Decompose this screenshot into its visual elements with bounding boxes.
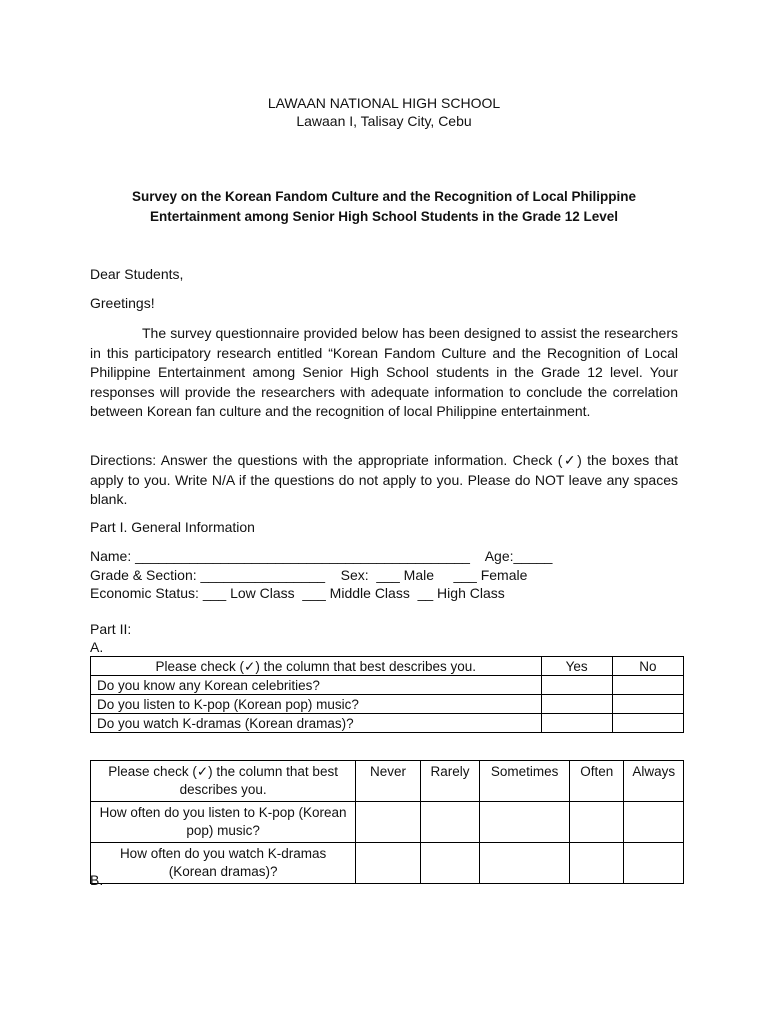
column-header-no: No [612, 657, 683, 676]
intro-paragraph: The survey questionnaire provided below has been designed to assist the researchers in this participatory research entitled “Korean Fandom Culture and the Recognition of Local Philippine Entertainment among Senior High School students in the Grade 12 level. Your responses will provide the researchers with adequate information to conclude the correlation between Korean fan culture and the recognition of local Philippine entertainment. [90, 325, 678, 419]
salutation: Dear Students, [90, 266, 184, 282]
table-header-row [91, 657, 684, 676]
column-header-often: Often [570, 761, 624, 802]
directions-paragraph: Directions: Answer the questions with the appropriate information. Check (✓) the boxes that apply to you. Write N/A if the questions do not apply to you. Please do NOT leave any spaces blank. [90, 452, 678, 507]
no-checkbox-cell[interactable] [612, 714, 683, 733]
sometimes-checkbox-cell[interactable] [480, 802, 570, 843]
question-cell: How often do you listen to K-pop (Korean pop) music? [91, 802, 356, 843]
column-header-rarely: Rarely [420, 761, 480, 802]
survey-title-line-1: Survey on the Korean Fandom Culture and the Recognition of Local Philippine [131, 189, 637, 204]
school-address: Lawaan I, Talisay City, Cebu [296, 113, 472, 129]
question-cell: How often do you watch K-dramas (Korean dramas)? [91, 843, 356, 884]
table-header-row [91, 761, 684, 802]
question-cell: Do you know any Korean celebrities? [91, 676, 542, 695]
no-checkbox-cell[interactable] [612, 695, 683, 714]
column-header-sometimes: Sometimes [480, 761, 570, 802]
column-header-yes: Yes [541, 657, 612, 676]
often-checkbox-cell[interactable] [570, 802, 624, 843]
survey-title [60, 187, 708, 227]
yes-checkbox-cell[interactable] [541, 695, 612, 714]
section-b-label: B. [90, 872, 104, 888]
no-checkbox-cell[interactable] [612, 676, 683, 695]
part1-heading: Part I. General Information [90, 519, 255, 535]
yes-checkbox-cell[interactable] [541, 714, 612, 733]
school-name: LAWAAN NATIONAL HIGH SCHOOL [267, 95, 501, 111]
never-checkbox-cell[interactable] [356, 802, 421, 843]
always-checkbox-cell[interactable] [624, 802, 684, 843]
column-header-never: Never [356, 761, 421, 802]
column-header-always: Always [624, 761, 684, 802]
table-row [91, 802, 684, 843]
question-cell: Do you listen to K-pop (Korean pop) music? [91, 695, 542, 714]
survey-title-line-2: Entertainment among Senior High School Students in the Grade 12 Level [149, 209, 619, 224]
name-age-field[interactable]: Name: ___________________________________________ Age:_____ [90, 548, 553, 564]
table-row [91, 714, 684, 733]
table-row [91, 695, 684, 714]
greeting: Greetings! [90, 295, 155, 311]
grade-sex-field[interactable]: Grade & Section: ________________ Sex: ___ Male ___ Female [90, 567, 528, 583]
question-cell: Do you watch K-dramas (Korean dramas)? [91, 714, 542, 733]
yes-checkbox-cell[interactable] [541, 676, 612, 695]
yes-no-table [90, 656, 684, 733]
column-header-question: Please check (✓) the column that best describes you. [91, 657, 542, 676]
table-row [91, 676, 684, 695]
school-header [0, 94, 768, 130]
frequency-table [90, 760, 684, 884]
column-header-question: Please check (✓) the column that best describes you. [91, 761, 356, 802]
rarely-checkbox-cell[interactable] [420, 802, 480, 843]
section-a-label: A. [90, 639, 104, 655]
economic-status-field[interactable]: Economic Status: ___ Low Class ___ Middle Class __ High Class [90, 585, 505, 601]
part2-heading: Part II: [90, 621, 132, 637]
